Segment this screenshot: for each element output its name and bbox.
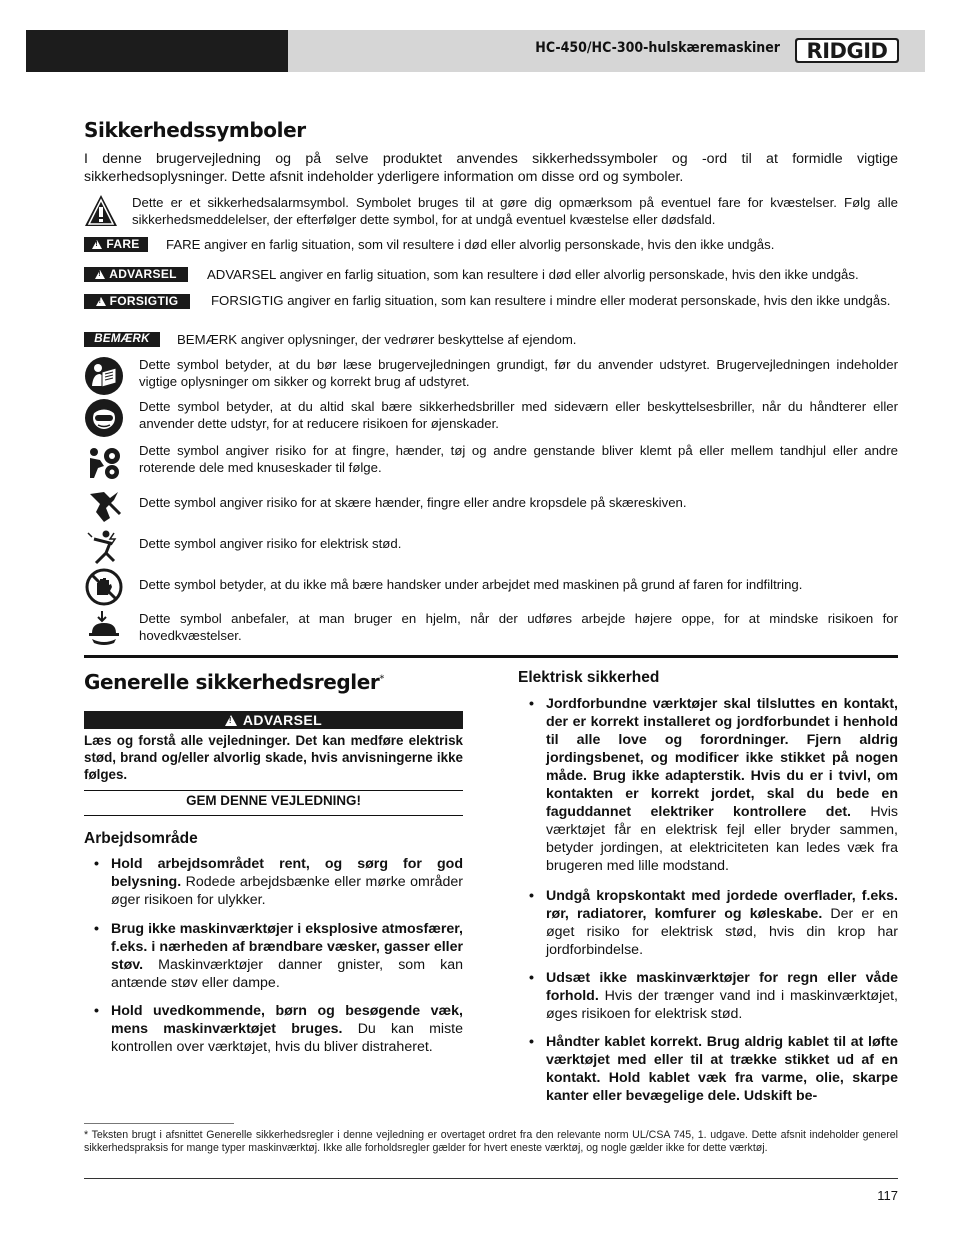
warning-triangle-icon [92,240,102,249]
forsigtig-label-text: FORSIGTIG [109,294,179,308]
list-item-bold: Udsæt ikke maskinværktøjer for regn eller våde forhold. [546,970,898,1004]
bullet: • [529,696,534,712]
no-gloves-text: Dette symbol betyder, at du ikke må bære handsker under arbejdet med maskinen på grund af faren for indfiltring. [139,577,803,592]
signal-row-advarsel [84,266,898,284]
gear-crush-text: Dette symbol angiver risiko for at fingre, hænder, tøj og andre genstande bliver klemt på eller mellem tandhjul eller andre roterende dele med knuseskader til følge. [139,443,898,475]
divider [84,790,463,791]
cut-hand-icon [84,486,124,526]
forsigtig-label [84,294,190,309]
electrical-heading: Elektrisk sikkerhed [518,669,660,686]
list-item-text: Hvis der trænger vand ind i maskinværktøjet, øges risikoen for elektrisk stød. [546,988,898,1022]
list-item [529,695,898,875]
safety-alert-icon [84,194,118,228]
footnote-mark: * [379,673,384,685]
list-item-text: Du kan miste kontrollen over værktøjet, hvis du bliver distraheret. [111,1021,464,1055]
divider [84,815,463,816]
list-item-text: Der er en øget risiko for elektrisk stød, hvis din krop har jordforbindelse. [546,906,898,958]
footer-divider [84,1178,898,1179]
hard-hat-icon [84,609,124,649]
bullet: • [94,856,99,872]
general-rules-heading-text: Generelle sikkerhedsregler [84,670,380,694]
list-item [94,855,463,909]
general-rules-heading [84,670,384,694]
section-divider [84,655,898,658]
symbols-heading: Sikkerhedssymboler [84,118,306,142]
alert-symbol-row [84,194,898,230]
electric-shock-icon [84,527,124,567]
icon-row-gear-crush [84,442,898,484]
list-item [529,969,898,1023]
list-item [529,1033,898,1105]
bemaerk-text: BEMÆRK angiver oplysninger, der vedrører beskyttelse af ejendom. [177,332,577,347]
list-item-bold: Undgå kropskontakt med jordede overflader, f.eks. rør, radiatorer, komfurer og køleskabe. [546,888,898,922]
footnote-divider [84,1123,234,1124]
warning-bar-label: ADVARSEL [242,712,323,728]
hard-hat-text: Dette symbol anbefaler, at man bruger en hjelm, når der udføres arbejde højere oppe, for at mindske risikoen for hovedkvæstelser. [139,611,898,643]
gear-crush-icon [84,442,124,482]
warning-triangle-icon [95,270,105,279]
icon-row-hard-hat [84,609,898,651]
signal-row-fare [84,236,898,254]
advarsel-text: ADVARSEL angiver en farlig situation, som kan resultere i død eller alvorlig personskade, hvis den ikke undgås. [207,267,859,282]
bullet: • [94,921,99,937]
list-item-bold: Hold uvedkommende, børn og besøgende væk, mens maskinværktøjet bruges. [111,1003,463,1037]
list-item-text: Hvis værktøjet får en elektrisk fejl eller bryder sammen, betyder jordingen, at elektriciteten kan ledes væk fra brugeren med lille modstand. [546,804,898,874]
list-item [94,920,463,992]
fare-label-text: FARE [106,237,140,251]
signal-row-forsigtig [84,292,898,328]
forsigtig-text: FORSIGTIG angiver en farlig situation, som kan resultere i mindre eller moderat personskade, hvis den ikke undgås. [211,293,891,308]
fare-label [84,237,148,252]
fare-text: FARE angiver en farlig situation, som vil resultere i død eller alvorlig personskade, hvis den ikke undgås. [166,237,775,252]
ridgid-logo [795,35,899,65]
advarsel-label [84,267,188,282]
list-item-bold: Håndter kablet korrekt. Brug aldrig kablet til at løfte værktøjet med eller til at trække stikket ud af en kontakt. Hold kablet væk fra varme, olie, skarpe kanter eller bevægelige dele. Udskift be- [546,1034,898,1104]
list-item-text: Maskinværktøjer danner gnister, som kan antænde støv eller dampe. [111,957,463,991]
symbols-intro: I denne brugervejledning og på selve produktet anvendes sikkerhedssymboler og -ord til at formidle vigtige sikkerhedsoplysninger. Dette afsnit indeholder yderligere information om disse ord og symboler. [84,151,898,185]
list-item-text: Rodede arbejdsbænke eller mørke områder øger risikoen for ulykker. [111,874,463,908]
icon-row-read-manual [84,356,898,396]
advarsel-label-text: ADVARSEL [109,267,177,281]
icon-row-cut-hand [84,486,898,522]
icon-row-electric-shock [84,527,898,563]
icon-row-safety-glasses [84,398,898,438]
footnote: * Teksten brugt i afsnittet Generelle sikkerhedsregler i denne vejledning er overtaget ordret fra den relevante norm UL/CSA 745, 1. udgave. Dette afsnit indeholder generel sikkerhedspraksis for mange typer maskinværktøj. Ikke alle forholdsregler gælder for hvert eneste værktøj, og nogle gælder ikke for dette værktøj. [84,1129,898,1154]
cut-hand-text: Dette symbol angiver risiko for at skære hænder, fingre eller andre kropsdele på skæreskiven. [139,495,687,510]
save-instructions: GEM DENNE VEJLEDNING! [186,793,361,808]
electric-shock-text: Dette symbol angiver risiko for elektrisk stød. [139,536,402,551]
signal-row-bemaerk [84,331,898,349]
warning-text: Læs og forstå alle vejledninger. Det kan medføre elektrisk stød, brand og/eller alvorlig skade, hvis anvisningerne ikke følges. [84,733,463,782]
safety-glasses-icon [84,398,124,438]
read-manual-icon [84,356,124,396]
work-area-heading: Arbejdsområde [84,830,198,847]
warning-bar [84,711,463,729]
header-black-bar [26,30,288,72]
no-gloves-icon [84,567,124,607]
alert-symbol-text: Dette er et sikkerhedsalarmsymbol. Symbolet bruges til at gøre dig opmærksom på eventuel fare for kvæstelser. Følg alle sikkerhedsmeddelelser, der efterfølger dette symbol, for at undgå eventuel kvæstelse eller dødsfald. [132,195,898,227]
warning-triangle-icon [225,715,237,726]
safety-glasses-text: Dette symbol betyder, at du altid skal bære sikkerhedsbriller med sideværn eller beskyttelsesbriller, når du håndterer eller anvender dette udstyr, for at reducere risikoen for øjenskader. [139,399,898,431]
read-manual-text: Dette symbol betyder, at du bør læse brugervejledningen grundigt, før du anvender udstyret. Brugervejledningen indeholder vigtige oplysninger om sikker og korrekt brug af udstyret. [139,357,898,389]
list-item [529,887,898,959]
logo-text: RIDGID [806,39,888,63]
bullet: • [94,1003,99,1019]
bullet: • [529,888,534,904]
icon-row-no-gloves [84,567,898,605]
list-item-bold: Jordforbundne værktøjer skal tilsluttes en kontakt, der er korrekt installeret og jordforbundet i henhold til alle love og forordninger. Fjern aldrig jordingsbenet, og modificer ikke stikket på nogen måde. Brug ikke adapterstik. Hvis du er i tvivl, om kontakten er korrekt jordet, skal du bede en faguddannet elektriker kontrollere det. [546,696,898,820]
bullet: • [529,970,534,986]
list-item-bold: Brug ikke maskinværktøjer i eksplosive atmosfærer, f.eks. i nærheden af brændbare væsker, gasser eller støv. [111,921,463,973]
list-item [94,1002,464,1056]
page-number: 117 [877,1188,898,1203]
warning-triangle-icon [96,297,106,306]
bullet: • [529,1034,534,1050]
document-title: HC-450/HC-300-hulskæremaskiner [535,40,780,56]
list-item-bold: Hold arbejdsområdet rent, og sørg for god belysning. [111,856,463,890]
bemaerk-label: BEMÆRK [84,332,160,347]
